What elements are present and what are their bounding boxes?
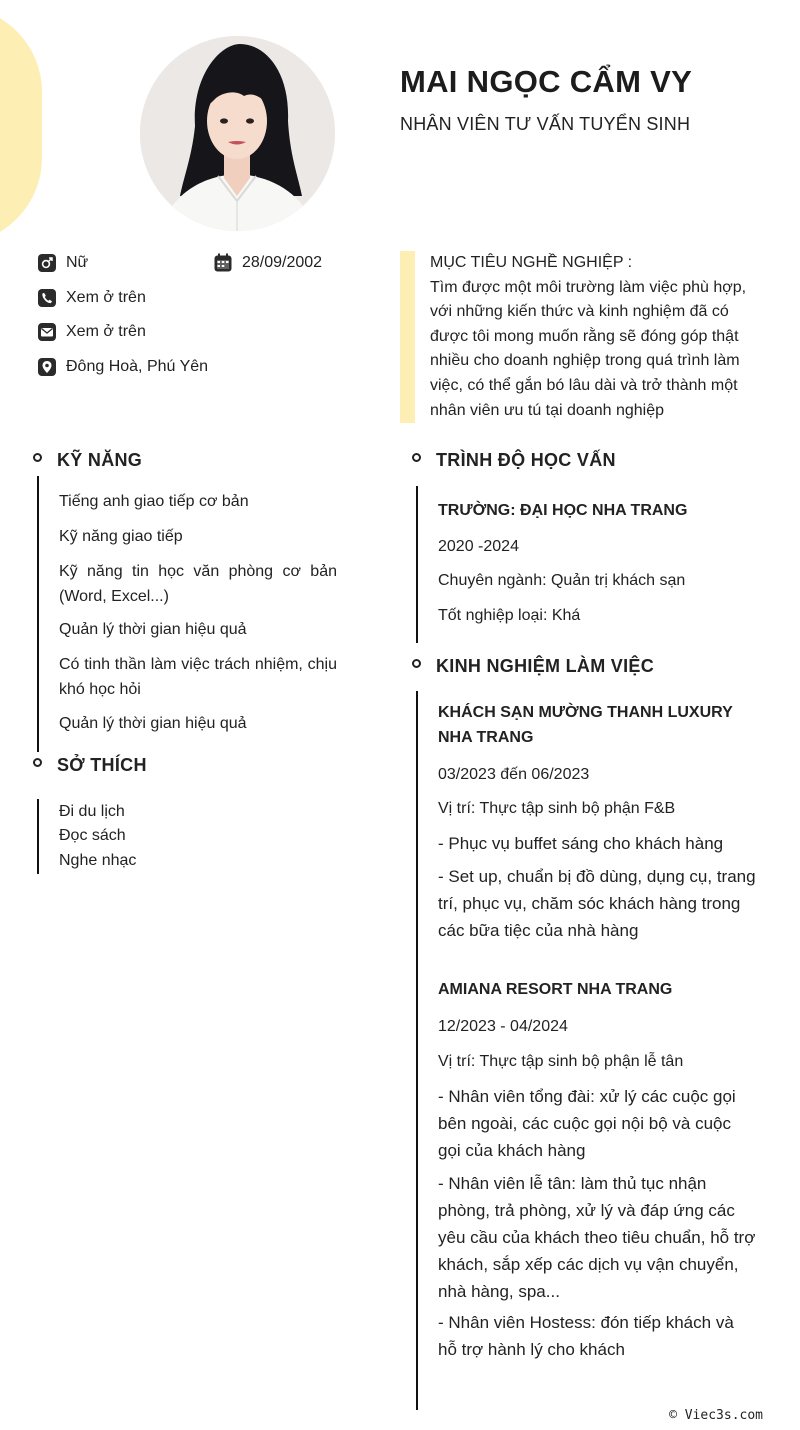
address-value: Đông Hoà, Phú Yên	[66, 358, 209, 375]
job-duty: - Phục vụ buffet sáng cho khách hàng	[438, 834, 724, 853]
hobbies-bullet	[33, 758, 42, 767]
hobby-item: Nghe nhạc	[59, 852, 137, 869]
email-value: Xem ở trên	[66, 323, 146, 340]
location-icon	[37, 357, 57, 377]
job-position: Vị trí: Thực tập sinh bộ phận F&B	[438, 800, 676, 817]
job-duty: - Set up, chuẩn bị đồ dùng, dụng cụ, trang trí, phục vụ, chăm sóc khách hàng trong các bữa tiệc của nhà hàng	[438, 867, 756, 940]
job-company: KHÁCH SẠN MƯỜNG THANH LUXURY NHA TRANG	[438, 704, 733, 746]
skill-item: Tiếng anh giao tiếp cơ bản	[59, 493, 249, 510]
job-position: Vị trí: Thực tập sinh bộ phận lễ tân	[438, 1053, 684, 1070]
address-info	[37, 357, 208, 377]
gender-info	[37, 253, 88, 273]
birthdate-value: 28/09/2002	[242, 254, 323, 271]
birthdate-info	[213, 253, 322, 273]
education-period: 2020 -2024	[438, 538, 519, 555]
hobbies-heading: SỞ THÍCH	[57, 755, 147, 775]
objective-text: Tìm được một môi trường làm việc phù hợp, với những kiến thức và kinh nghiệm đã có được tôi mong muốn rằng sẽ đóng góp thật nhiều cho doanh nghiệp trong quá trình làm việc, có thể gắn bó lâu dài và trở thành một nhân viên ưu tú tại doanh nghiệp	[430, 278, 747, 419]
hobby-item: Đọc sách	[59, 827, 126, 844]
experience-bullet	[412, 659, 421, 668]
calendar-icon	[213, 253, 233, 273]
education-bullet	[412, 453, 421, 462]
education-school: TRƯỜNG: ĐẠI HỌC NHA TRANG	[438, 502, 688, 519]
experience-timeline-line	[416, 691, 418, 1410]
job-duty: - Nhân viên tổng đài: xử lý các cuộc gọi bên ngoài, các cuộc gọi nội bộ và cuộc gọi của khách hàng	[438, 1087, 736, 1160]
phone-value: Xem ở trên	[66, 289, 146, 306]
gender-value: Nữ	[66, 254, 89, 271]
copyright-text: © Viec3s.com	[669, 1408, 763, 1423]
portrait-illustration	[140, 36, 335, 231]
education-timeline-line	[416, 486, 418, 643]
skills-heading: KỸ NĂNG	[57, 450, 143, 470]
candidate-name: MAI NGỌC CẨM VY	[400, 64, 693, 99]
skills-bullet	[33, 453, 42, 462]
skill-item: Có tinh thần làm việc trách nhiệm, chịu khó học hỏi	[59, 656, 337, 698]
objective-heading: MỤC TIÊU NGHỀ NGHIỆP :	[430, 254, 633, 271]
education-grade: Tốt nghiệp loại: Khá	[438, 607, 581, 624]
job-period: 03/2023 đến 06/2023	[438, 766, 590, 783]
gender-icon	[37, 253, 57, 273]
profile-photo	[140, 36, 335, 231]
phone-info	[37, 288, 146, 308]
job-duty: - Nhân viên Hostess: đón tiếp khách và hỗ trợ hành lý cho khách	[438, 1313, 734, 1359]
skill-item: Kỹ năng tin học văn phòng cơ bản (Word, Excel...)	[59, 563, 337, 605]
hobbies-timeline-line	[37, 799, 39, 874]
education-major: Chuyên ngành: Quản trị khách sạn	[438, 572, 686, 589]
candidate-title: NHÂN VIÊN TƯ VẤN TUYỂN SINH	[400, 114, 691, 134]
job-company: AMIANA RESORT NHA TRANG	[438, 981, 673, 998]
skills-timeline-line	[37, 476, 39, 752]
skill-item: Quản lý thời gian hiệu quả	[59, 621, 247, 638]
email-icon	[37, 322, 57, 342]
job-period: 12/2023 - 04/2024	[438, 1018, 568, 1035]
hobby-item: Đi du lịch	[59, 803, 125, 820]
phone-icon	[37, 288, 57, 308]
skill-item: Quản lý thời gian hiệu quả	[59, 715, 247, 732]
career-objective	[430, 251, 770, 423]
experience-heading: KINH NGHIỆM LÀM VIỆC	[436, 656, 655, 676]
job-duty: - Nhân viên lễ tân: làm thủ tục nhận phòng, trả phòng, xử lý và đáp ứng các yêu cầu của khách theo tiêu chuẩn, hỗ trợ khách, sắp xếp các dịch vụ vận chuyển, nhà hàng, spa...	[438, 1174, 756, 1301]
email-info	[37, 322, 146, 342]
education-heading: TRÌNH ĐỘ HỌC VẤN	[436, 450, 616, 470]
skill-item: Kỹ năng giao tiếp	[59, 528, 183, 545]
accent-arc	[0, 6, 42, 244]
objective-accent-bar	[400, 251, 415, 423]
